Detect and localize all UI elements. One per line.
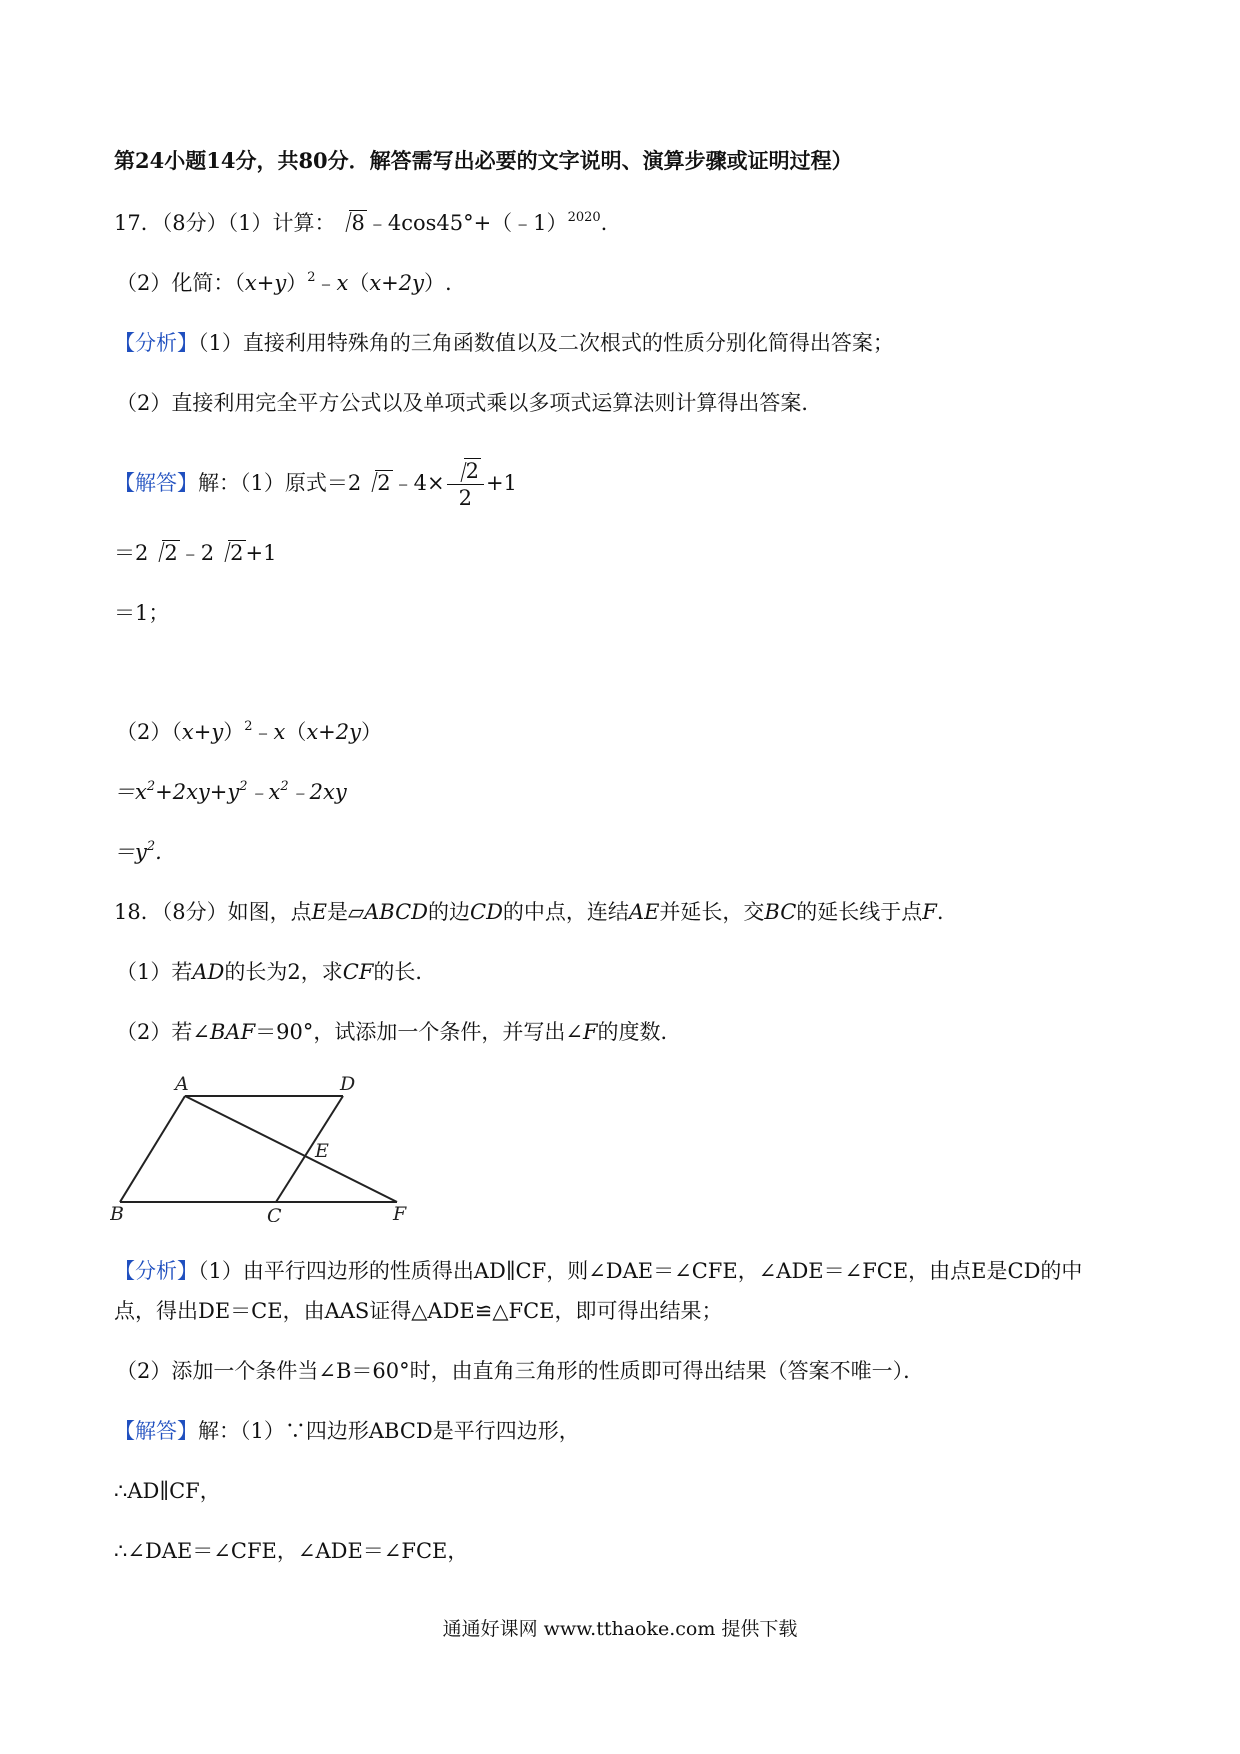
segment-DC: [276, 1096, 343, 1202]
label-D: D: [340, 1073, 356, 1095]
analysis-18-line-2: 点，得出DE＝CE，由AAS证得△ADE≌△FCE，即可得出结果；: [114, 1299, 723, 1323]
solution-17-line-1: 【解答】解：（1）原式＝2 2﹣4× $\frac{2}{2}$ +1: [114, 459, 517, 510]
solution-tag: 【解答】: [114, 471, 198, 495]
question-18-line-3: （2）若∠BAF＝90°，试添加一个条件，并写出∠F的度数．: [116, 1020, 682, 1044]
question-17-line-1: 17．（8分）（1）计算： 8﹣4cos45°+（﹣1）$^{2020}$.: [114, 208, 607, 238]
label-C: C: [267, 1205, 282, 1222]
solution-17-line-3: ＝1；: [114, 601, 170, 625]
label-A: A: [175, 1073, 189, 1095]
section-header: 第24小题14分，共80分．解答需写出必要的文字说明、演算步骤或证明过程）: [114, 148, 853, 173]
parallelogram-diagram: [110, 1072, 420, 1222]
geometry-figure: [110, 1072, 420, 1226]
analysis-tag: 【分析】: [114, 331, 198, 355]
solution-17-part2-line-3: $=y^2$.: [114, 839, 162, 864]
solution-17-line-2: ＝2 2﹣2 2+1: [114, 538, 276, 568]
segment-AB: [120, 1096, 185, 1202]
label-B: B: [110, 1203, 124, 1222]
solution-18-line-3: ∴∠DAE＝∠CFE，∠ADE＝∠FCE，: [114, 1539, 469, 1563]
label-F: F: [393, 1203, 407, 1222]
analysis-18-line-3: （2）添加一个条件当∠B＝60°时，由直角三角形的性质即可得出结果（答案不唯一）．: [116, 1359, 925, 1383]
segment-AF: [185, 1096, 397, 1202]
page-footer: 通通好课网 www.tthaoke.com 提供下载: [442, 1618, 798, 1640]
solution-18-line-1: 【解答】解：（1）∵四边形ABCD是平行四边形，: [114, 1419, 580, 1443]
sqrt-symbol: 8: [337, 208, 366, 238]
solution-17-part2-line-1: $(2)(x+y)^2﹣x(x+2y)$: [116, 719, 382, 744]
analysis-18-line-1: 【分析】（1）由平行四边形的性质得出AD∥CF，则∠DAE＝∠CFE，∠ADE＝∠FCE，由点E是CD的中: [114, 1259, 1083, 1283]
solution-17-part2-line-2: $=x^2+2xy+y^2﹣x^2﹣2xy$: [114, 779, 347, 804]
question-18-line-1: 18．（8分）如图，点E是▱ABCD的边CD的中点，连结AE并延长，交BC的延长线于点F.: [114, 900, 944, 924]
analysis-17-line-2: （2）直接利用完全平方公式以及单项式乘以多项式运算法则计算得出答案．: [116, 391, 823, 415]
label-E: E: [315, 1140, 329, 1162]
question-18-line-2: （1）若AD的长为2，求CF的长．: [116, 960, 437, 984]
question-17-line-2: （2）化简：$(x+y)^2﹣x(x+2y)$.: [116, 270, 452, 295]
fraction: $\frac{2}{2}$: [447, 458, 484, 511]
analysis-17-line-1: 【分析】（1）直接利用特殊角的三角函数值以及二次根式的性质分别化简得出答案；: [114, 331, 894, 355]
solution-18-line-2: ∴AD∥CF，: [114, 1479, 221, 1503]
